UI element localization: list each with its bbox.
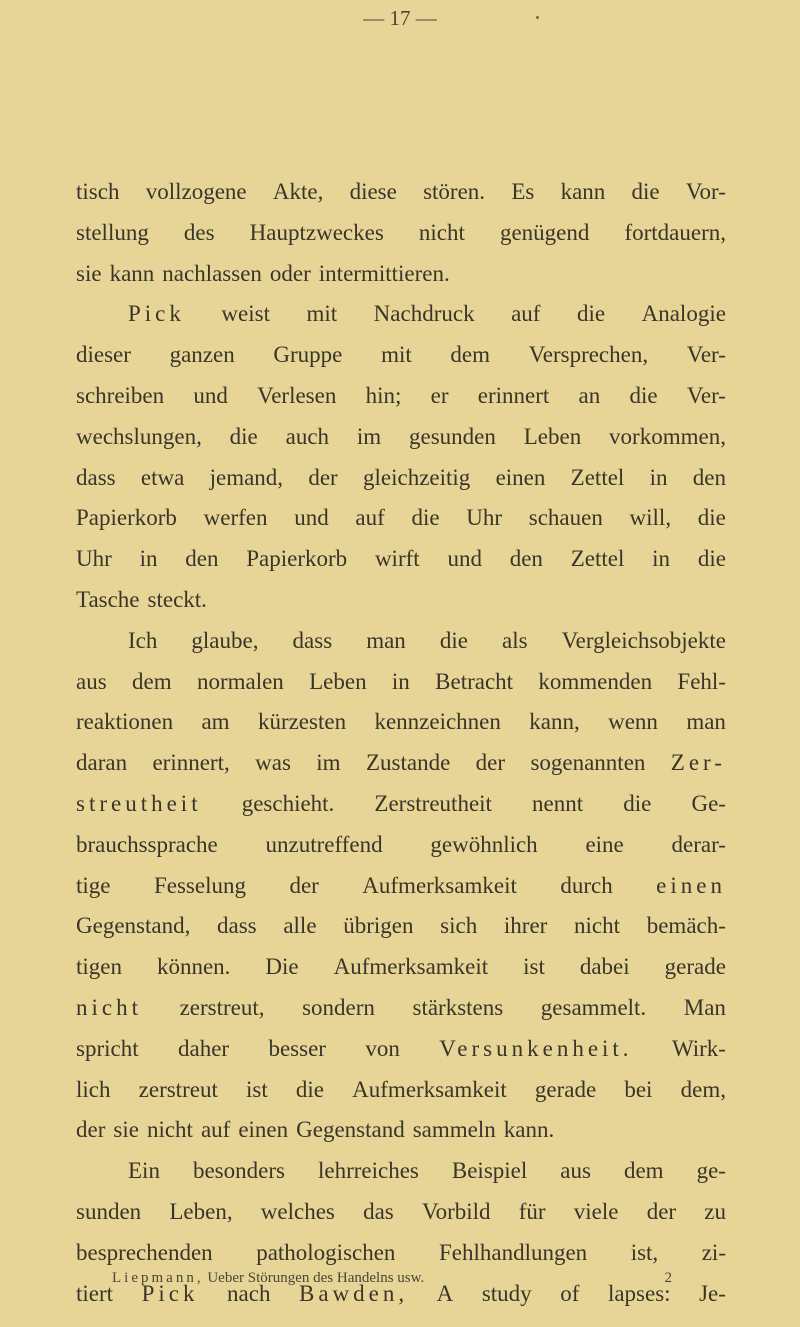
word: Fesselung [153, 872, 246, 898]
word: den [509, 546, 543, 572]
word: der [646, 1198, 677, 1224]
word: dem [450, 342, 491, 368]
word: of [560, 1280, 580, 1306]
word: auf [200, 1117, 231, 1143]
word: stören. [423, 179, 486, 204]
word: Vorbild [421, 1198, 491, 1224]
word: im [356, 423, 382, 449]
word: zerstreut [138, 1076, 218, 1102]
word: daran [76, 750, 128, 776]
word: Gegenstand [296, 1117, 405, 1143]
text-line [76, 906, 726, 947]
word: Ein [128, 1158, 160, 1184]
word: mit [306, 301, 338, 327]
word: man [686, 709, 726, 735]
text-line [76, 417, 726, 458]
word: besonders [192, 1158, 285, 1184]
word: gleichzeitig [363, 464, 471, 490]
word: stärkstens [412, 994, 504, 1020]
spaced-word: Pick [128, 301, 185, 327]
word: Tasche [76, 586, 140, 612]
text-line [76, 825, 726, 866]
word: Leben [523, 423, 582, 449]
word: der [76, 1117, 106, 1143]
word: aus [560, 1158, 591, 1184]
spaced-word: Bawden, [299, 1280, 409, 1306]
word: erinnert, [152, 750, 230, 776]
word: welches [260, 1198, 335, 1224]
word: oder [269, 260, 311, 286]
word: der [308, 464, 338, 490]
signature-mark: 2 [664, 1270, 672, 1286]
footer-book-title: Ueber Störungen des Handelns usw. [207, 1270, 425, 1286]
word: dem [623, 1158, 664, 1184]
word: gerade [534, 1076, 597, 1102]
word: wechslungen, [76, 423, 202, 449]
word: bei [624, 1076, 653, 1102]
word: die [631, 179, 660, 204]
word: das [363, 1198, 394, 1224]
word: geschieht. [241, 790, 335, 816]
word: nicht [146, 1117, 193, 1143]
word: Zustande [365, 750, 451, 776]
word: tiert [76, 1280, 114, 1306]
word: Ver- [686, 342, 726, 368]
word: die [411, 505, 440, 531]
word: viele [573, 1198, 619, 1224]
word: übrigen [343, 913, 414, 939]
word: lapses: [607, 1280, 671, 1306]
word: Verlesen [257, 382, 337, 408]
footer-signature-line [112, 1270, 672, 1287]
word: nennt [532, 790, 584, 816]
word: sondern [302, 994, 375, 1020]
word: vollzogene [145, 179, 247, 204]
word: der [289, 872, 319, 898]
word: besprechenden [76, 1239, 213, 1265]
word: Die [265, 954, 299, 980]
word: und [447, 546, 482, 572]
word: sunden [76, 1198, 142, 1224]
word: intermittieren. [318, 260, 450, 286]
word: Hauptzweckes [249, 219, 384, 245]
text-line [76, 621, 726, 662]
word: nicht [418, 219, 465, 245]
word: Ver- [686, 382, 726, 408]
word: ist [523, 954, 545, 980]
text-line [76, 335, 726, 376]
word: ihrer [503, 913, 548, 939]
word: alle [283, 913, 317, 939]
word: Akte, [272, 179, 324, 204]
spaced-word: Versunkenheit. [439, 1035, 633, 1061]
word: diese [349, 179, 397, 204]
text-line [76, 988, 726, 1029]
word: gesunden [409, 423, 496, 449]
text-line [76, 254, 726, 295]
word: einen [495, 464, 546, 490]
word: unzutreffend [265, 831, 383, 857]
word: lich [76, 1076, 111, 1102]
word: den [692, 464, 726, 490]
word: tigen [76, 954, 122, 980]
word: dass [76, 464, 116, 490]
word: der [475, 750, 506, 776]
word: sie [113, 1117, 139, 1143]
word: dass [292, 627, 333, 653]
word: schreiben [76, 382, 165, 408]
word: den [185, 546, 219, 572]
word: spricht [76, 1035, 139, 1061]
word: die [623, 790, 652, 816]
word: schauen [528, 505, 603, 531]
word: er [430, 382, 449, 408]
word: derar- [671, 831, 726, 857]
word: gesammelt. [540, 994, 647, 1020]
text-line [76, 458, 726, 499]
text-line [76, 498, 726, 539]
word: tisch [76, 179, 120, 204]
word: hin; [365, 382, 402, 408]
word: Fehl- [677, 668, 726, 694]
word: als [502, 627, 528, 653]
word: die [697, 505, 726, 531]
word: kann [560, 179, 606, 204]
word: kennzeichnen [374, 709, 501, 735]
word: Zettel [570, 546, 625, 572]
word: Betracht [435, 668, 514, 694]
word: die [629, 382, 658, 408]
word: dabei [579, 954, 630, 980]
word: Ich [128, 627, 158, 653]
word: Aufmerksamkeit [333, 954, 489, 980]
spaced-word: nicht [76, 994, 142, 1020]
spaced-word: Pick [141, 1280, 199, 1306]
word: Man [683, 994, 726, 1020]
text-line [76, 702, 726, 743]
text-line [76, 1151, 726, 1192]
text-line [76, 784, 726, 825]
word: aus [76, 668, 107, 694]
word: wenn [608, 709, 658, 735]
word: steckt. [147, 586, 207, 612]
text-line [76, 866, 726, 907]
word: in [649, 464, 668, 490]
word: die [295, 1076, 324, 1102]
word: und [294, 505, 329, 531]
word: Ge- [691, 790, 726, 816]
word: am [201, 709, 230, 735]
word: für [518, 1198, 546, 1224]
text-line [76, 1110, 726, 1151]
word: jemand, [209, 464, 284, 490]
word: normalen [196, 668, 284, 694]
word: etwa [140, 464, 185, 490]
word: sich [440, 913, 478, 939]
word: zerstreut, [179, 994, 265, 1020]
word: besser [268, 1035, 326, 1061]
word: Aufmerksamkeit [362, 872, 517, 898]
word: kann, [529, 709, 580, 735]
word: tige [76, 872, 111, 898]
word: Analogie [641, 301, 726, 327]
word: dem, [680, 1076, 726, 1102]
text-line [76, 947, 726, 988]
word: auf [355, 505, 385, 531]
word: vorkommen, [609, 423, 726, 449]
word: in [652, 546, 671, 572]
word: Uhr [76, 546, 112, 572]
word: Versprechen, [528, 342, 649, 368]
body-text [76, 172, 726, 1314]
word: und [193, 382, 228, 408]
word: will, [629, 505, 672, 531]
word: fortdauern, [624, 219, 726, 245]
word: die [697, 546, 726, 572]
text-line [76, 1070, 726, 1111]
text-line [76, 213, 726, 254]
word: reaktionen [76, 709, 174, 735]
word: weist [221, 301, 270, 327]
word: können. [156, 954, 231, 980]
word: glaube, [191, 627, 259, 653]
word: die [229, 423, 258, 449]
word: gewöhnlich [430, 831, 538, 857]
word: an [578, 382, 601, 408]
footer-title [112, 1270, 424, 1287]
word: A [436, 1280, 454, 1306]
word: in [139, 546, 158, 572]
word: Gruppe [273, 342, 343, 368]
word: die [439, 627, 468, 653]
word: die [576, 301, 606, 327]
footer-author: Liepmann, [112, 1270, 204, 1286]
word: einen [238, 1117, 289, 1143]
word: ist, [630, 1239, 659, 1265]
word: Zettel [570, 464, 625, 490]
word: stellung [76, 219, 149, 245]
word: gerade [664, 954, 726, 980]
word: Papierkorb [76, 505, 177, 531]
word: man [366, 627, 406, 653]
word: sie [76, 260, 102, 286]
word: kürzesten [257, 709, 347, 735]
word: ist [246, 1076, 268, 1102]
word: kann. [503, 1117, 555, 1143]
text-line [76, 539, 726, 580]
word: sammeln [412, 1117, 496, 1143]
word: Leben [309, 668, 367, 694]
word: bemäch- [646, 913, 726, 939]
text-line [76, 1233, 726, 1274]
page-number: — 17 — [363, 6, 437, 30]
speck-mark [536, 16, 539, 19]
text-line [76, 662, 726, 703]
word: im [316, 750, 341, 776]
text-line [76, 743, 726, 784]
word: mit [381, 342, 412, 368]
word: durch [560, 872, 613, 898]
spaced-word: einen [656, 872, 726, 898]
word: Aufmerksamkeit [352, 1076, 507, 1102]
word: auch [285, 423, 330, 449]
word: Vor- [685, 179, 726, 204]
word: zu [704, 1198, 726, 1224]
word: Es [511, 179, 535, 204]
word: zi- [701, 1239, 726, 1265]
word: study [481, 1280, 532, 1306]
text-line [76, 580, 726, 621]
word: ge- [696, 1158, 726, 1184]
spaced-word: Zer- [670, 750, 726, 776]
word: auf [511, 301, 541, 327]
word: eine [585, 831, 624, 857]
word: pathologischen [256, 1239, 396, 1265]
word: Leben, [169, 1198, 233, 1224]
word: Gegenstand, [76, 913, 191, 939]
word: des [183, 219, 215, 245]
spaced-word: streutheit [76, 790, 202, 816]
word: daher [178, 1035, 230, 1061]
word: Nachdruck [373, 301, 475, 327]
word: Beispiel [451, 1158, 528, 1184]
text-line [76, 1192, 726, 1233]
word: kommenden [538, 668, 653, 694]
word: dieser [76, 342, 131, 368]
word: erinnert [477, 382, 550, 408]
word: was [255, 750, 291, 776]
text-line [76, 1029, 726, 1070]
word: nachlassen [162, 260, 262, 286]
word: nicht [574, 913, 621, 939]
word: werfen [203, 505, 268, 531]
word: Zerstreutheit [374, 790, 492, 816]
text-line [76, 376, 726, 417]
word: genügend [499, 219, 590, 245]
word: Papierkorb [246, 546, 348, 572]
word: Uhr [466, 505, 503, 531]
word: sogenannten [530, 750, 646, 776]
word: kann [109, 260, 155, 286]
word: dass [217, 913, 257, 939]
word: Wirk- [671, 1035, 726, 1061]
word: Je- [699, 1280, 726, 1306]
word: nach [227, 1280, 271, 1306]
text-line [76, 172, 726, 213]
word: Fehlhandlungen [438, 1239, 588, 1265]
word: brauchssprache [76, 831, 218, 857]
word: lehrreiches [317, 1158, 419, 1184]
word: von [365, 1035, 400, 1061]
word: dem [132, 668, 172, 694]
word: Vergleichsobjekte [561, 627, 726, 653]
text-line [76, 294, 726, 335]
word: ganzen [169, 342, 235, 368]
word: in [391, 668, 410, 694]
word: wirft [374, 546, 420, 572]
